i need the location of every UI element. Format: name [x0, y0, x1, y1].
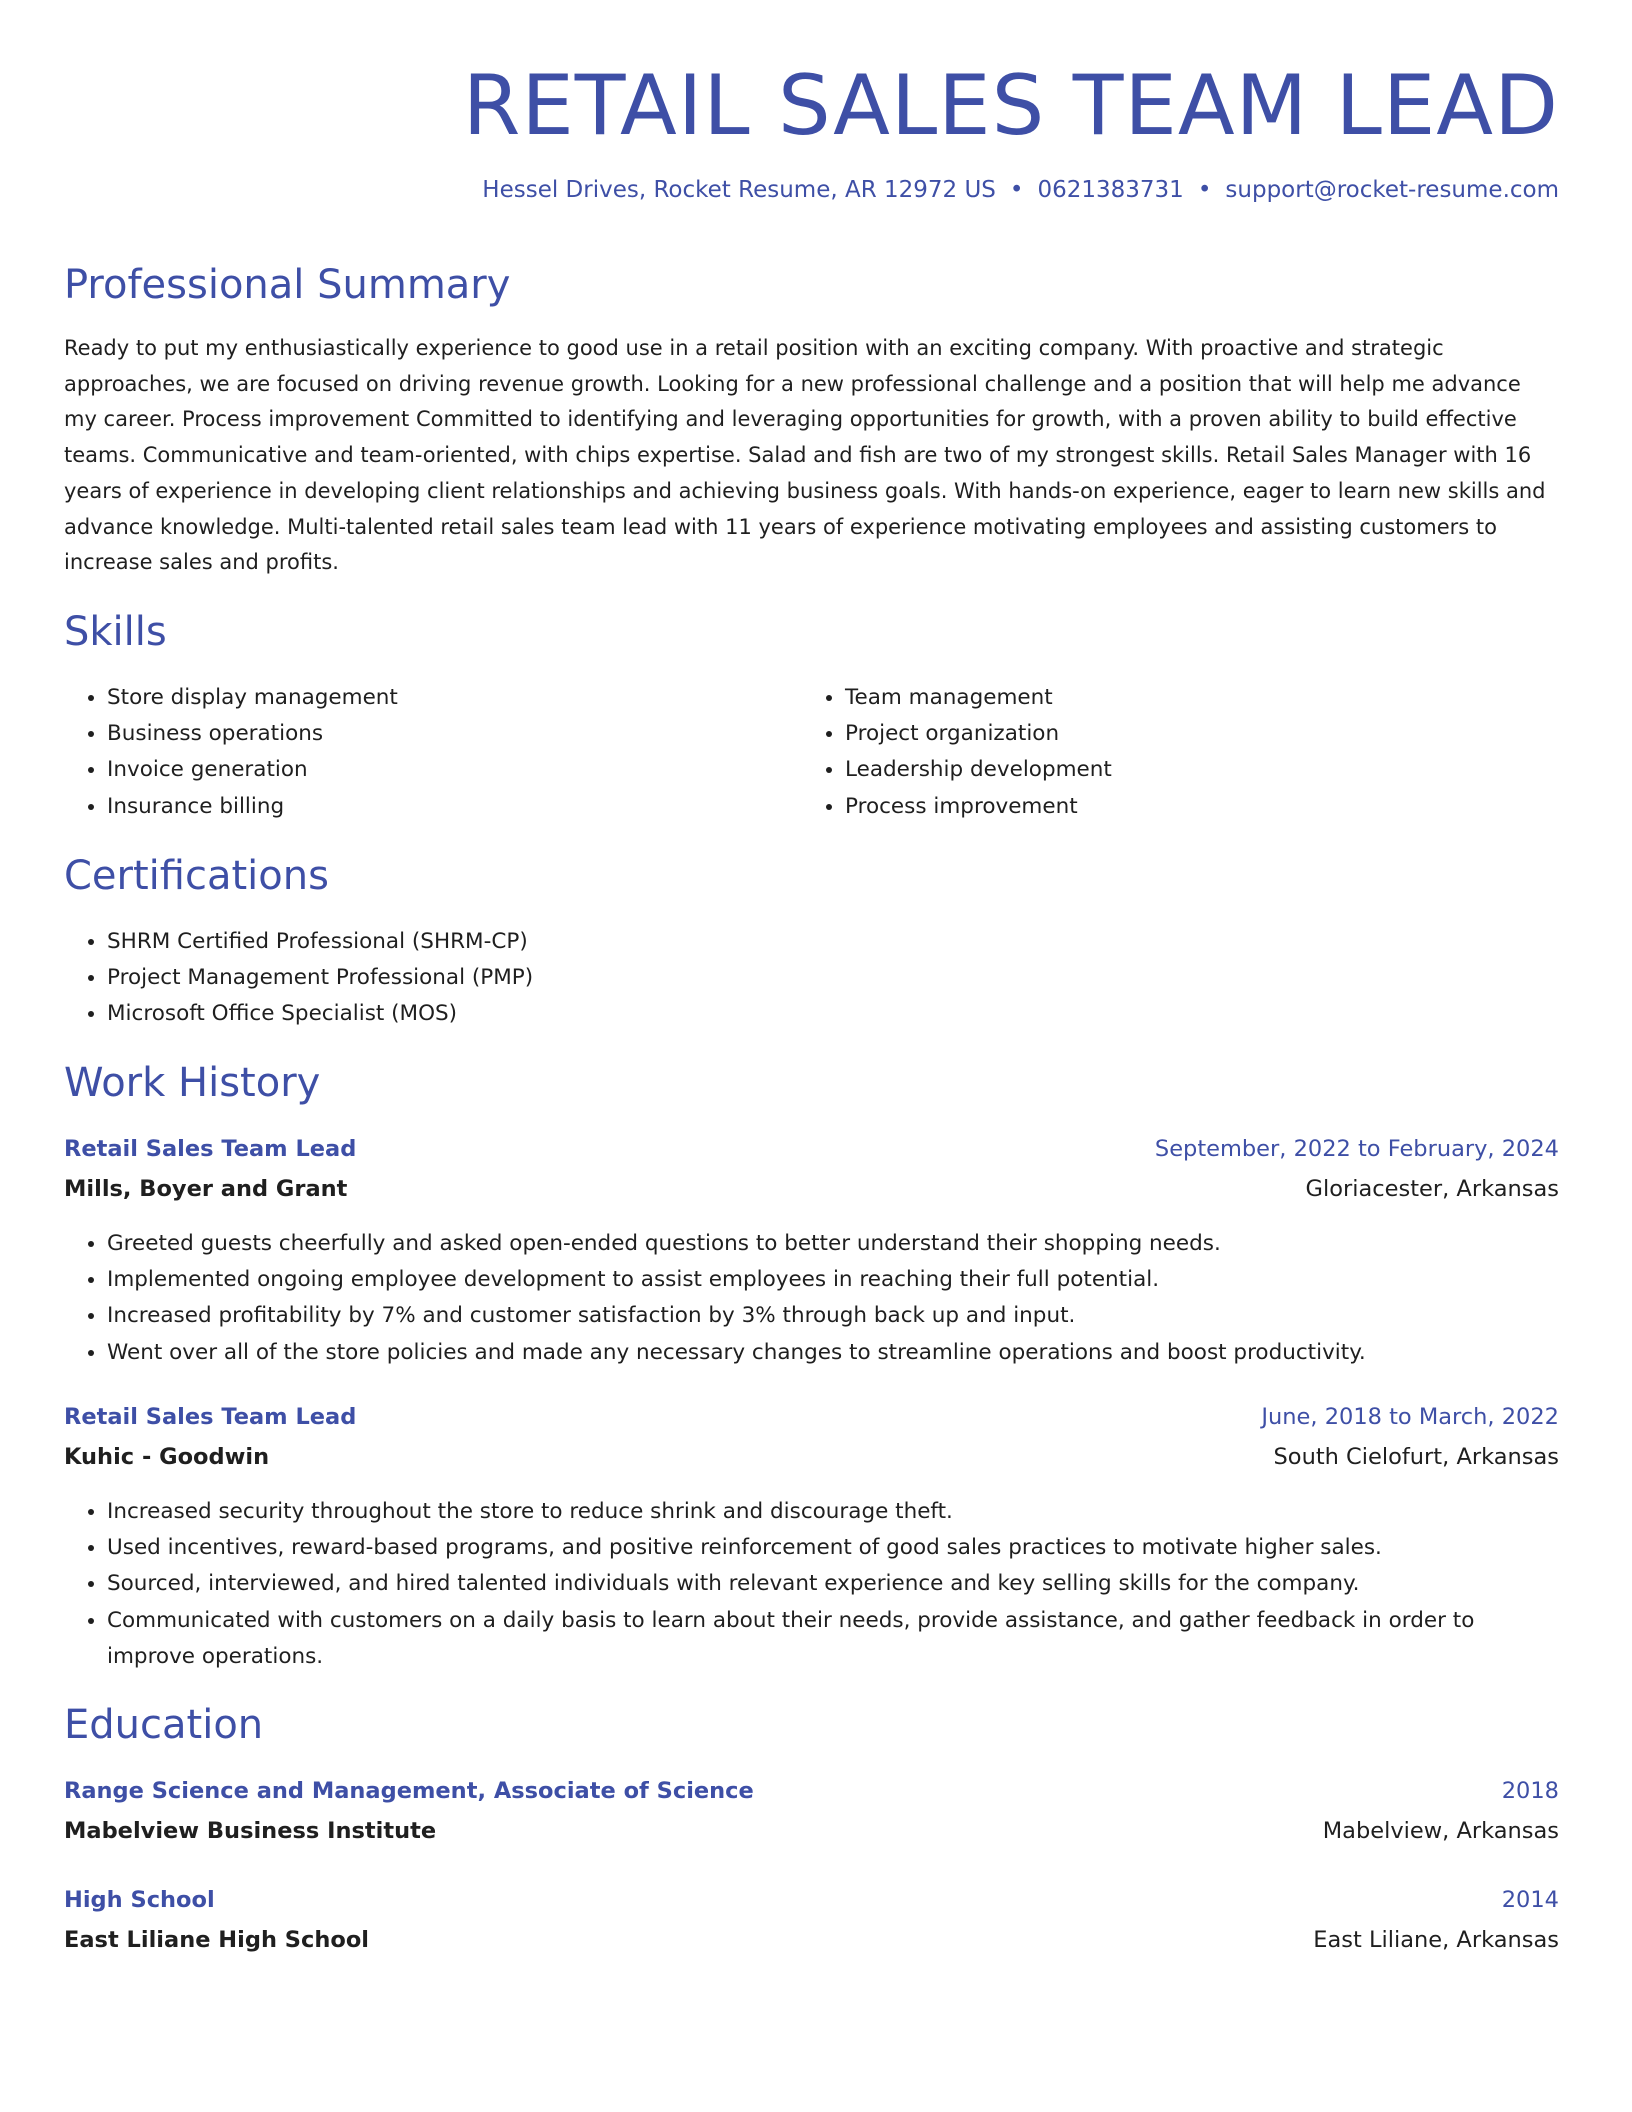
list-item: • Project organization [845, 716, 1112, 752]
school-name: East Liliane High School [64, 1927, 369, 1953]
summary-heading: Professional Summary [64, 262, 511, 308]
list-item: • SHRM Certified Professional (SHRM-CP) [107, 924, 533, 960]
education-heading: Education [64, 1702, 264, 1748]
list-item: • Invoice generation [107, 752, 398, 788]
job-bullets [64, 1494, 1559, 1675]
resume-page [64, 0, 1559, 1953]
job-company: Kuhic - Goodwin [64, 1444, 270, 1470]
list-item: • Store display management [107, 680, 398, 716]
list-item: • Project Management Professional (PMP) [107, 960, 533, 996]
list-item: • Greeted guests cheerfully and asked open-ended questions to better understand their shopping needs. [107, 1226, 1559, 1262]
job-company: Mills, Boyer and Grant [64, 1176, 348, 1202]
job-title: Retail Sales Team Lead [64, 1136, 357, 1162]
list-item: • Communicated with customers on a daily basis to learn about their needs, provide assistance, and gather feedback in order to improve operations. [107, 1603, 1559, 1675]
job-location: South Cielofurt, Arkansas [1273, 1444, 1559, 1470]
job-dates: June, 2018 to March, 2022 [1261, 1404, 1559, 1430]
summary-text: Ready to put my enthusiastically experience to good use in a retail position with an exciting company. With proactive and strategic approaches, we are focused on driving revenue growth. Looking for a new professional challenge and a position that will help me advance my career. Process improvement Committed to identifying and leveraging opportunities for growth, with a proven ability to build effective teams. Communicative and team-oriented, with chips expertise. Salad and fish are two of my strongest skills. Retail Sales Manager with 16 years of experience in developing client relationships and achieving business goals. With hands-on experience, eager to learn new skills and advance knowledge. Multi-talented retail sales team lead with 11 years of experience motivating employees and assisting customers to increase sales and profits. [64, 336, 1546, 575]
job-header [64, 1404, 1559, 1430]
school-location: East Liliane, Arkansas [1313, 1927, 1559, 1953]
list-item: • Insurance billing [107, 789, 398, 825]
job-bullets [64, 1226, 1559, 1371]
graduation-year: 2014 [1501, 1887, 1559, 1913]
list-item: • Increased security throughout the store to reduce shrink and discourage theft. [107, 1494, 1559, 1530]
school-location: Mabelview, Arkansas [1322, 1818, 1559, 1844]
certifications-list [64, 924, 533, 1033]
email-link[interactable]: support@rocket-resume.com [1225, 177, 1559, 203]
list-item: • Went over all of the store policies and made any necessary changes to streamline operations and boost productivity. [107, 1335, 1559, 1371]
degree: Range Science and Management, Associate of Science [64, 1778, 754, 1804]
separator: • [1197, 177, 1212, 203]
job-header [64, 1136, 1559, 1162]
list-item: • Team management [845, 680, 1112, 716]
candidate-title: RETAIL SALES TEAM LEAD [462, 57, 1559, 154]
job-subheader [64, 1444, 1559, 1470]
work-history-heading: Work History [64, 1060, 321, 1106]
separator: • [1009, 177, 1024, 203]
job-dates: September, 2022 to February, 2024 [1154, 1136, 1559, 1162]
contact-line [482, 177, 1559, 203]
education-subheader [64, 1818, 1559, 1844]
list-item: • Process improvement [845, 789, 1112, 825]
education-header [64, 1778, 1559, 1804]
job-title: Retail Sales Team Lead [64, 1404, 357, 1430]
school-name: Mabelview Business Institute [64, 1818, 437, 1844]
job-location: Gloriacester, Arkansas [1305, 1176, 1559, 1202]
skills-list-left [64, 680, 398, 825]
job-subheader [64, 1176, 1559, 1202]
education-subheader [64, 1927, 1559, 1953]
list-item: • Leadership development [845, 752, 1112, 788]
list-item: • Sourced, interviewed, and hired talented individuals with relevant experience and key selling skills for the company. [107, 1566, 1559, 1602]
list-item: • Implemented ongoing employee development to assist employees in reaching their full potential. [107, 1262, 1559, 1298]
graduation-year: 2018 [1501, 1778, 1559, 1804]
certifications-heading: Certifications [64, 853, 329, 899]
list-item: • Microsoft Office Specialist (MOS) [107, 996, 533, 1032]
phone: 0621383731 [1037, 177, 1184, 203]
list-item: • Used incentives, reward-based programs, and positive reinforcement of good sales practices to motivate higher sales. [107, 1530, 1559, 1566]
list-item: • Business operations [107, 716, 398, 752]
skills-heading: Skills [64, 609, 167, 655]
education-header [64, 1887, 1559, 1913]
skills-list-right [802, 680, 1112, 825]
list-item: • Increased profitability by 7% and customer satisfaction by 3% through back up and input. [107, 1298, 1559, 1334]
degree: High School [64, 1887, 215, 1913]
address: Hessel Drives, Rocket Resume, AR 12972 US [482, 177, 996, 203]
